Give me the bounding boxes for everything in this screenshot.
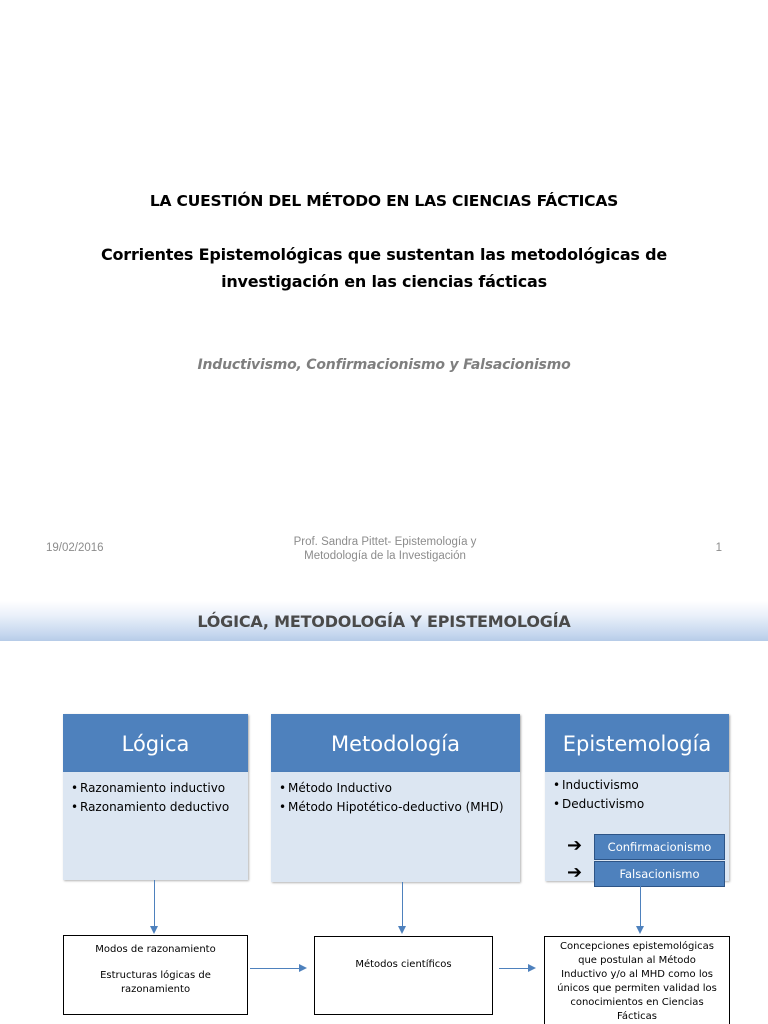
column-heading-logica: Lógica <box>63 714 248 772</box>
right-arrow-icon <box>528 964 536 972</box>
slide-subtitle-line-2: investigación en las ciencias fácticas <box>221 272 547 291</box>
footer-date: 19/02/2016 <box>46 542 104 554</box>
column-heading-metodologia: Metodología <box>271 714 520 772</box>
down-arrow-icon <box>398 926 406 934</box>
down-connector-line <box>640 881 641 928</box>
bullet-item: • Inductivismo <box>553 778 639 792</box>
right-connector-line <box>250 968 300 969</box>
column-body-logica <box>63 772 248 880</box>
slide-2 <box>0 576 768 1024</box>
column-heading-epistemologia: Epistemología <box>545 714 729 772</box>
down-arrow-icon <box>636 926 644 934</box>
sub-box-falsacionismo: Falsacionismo <box>594 861 725 887</box>
footer-author <box>240 535 530 563</box>
bullet-item: • Razonamiento deductivo <box>71 800 230 814</box>
footer-page-number: 1 <box>715 542 722 554</box>
bullet-item: • Deductivismo <box>553 797 645 811</box>
right-arrow-icon <box>299 964 307 972</box>
banner-title: LÓGICA, METODOLOGÍA Y EPISTEMOLOGÍA <box>197 612 571 631</box>
down-connector-line <box>154 880 155 928</box>
box-modos-razonamiento: Modos de razonamiento Estructuras lógicas de razonamiento <box>63 935 248 1015</box>
footer-author-line-2: Metodología de la Investigación <box>304 550 466 562</box>
slide-subtitle-line-1: Corrientes Epistemológicas que sustentan las metodológicas de <box>100 245 668 264</box>
sub-item-confirmacionismo <box>567 834 727 860</box>
bullet-item: • Método Inductivo <box>279 781 393 795</box>
box-concepciones-epistemologicas: Concepciones epistemológicas que postulan al Método Inductivo y/o al MHD como los únicos que permiten validad los conocimientos en Ciencias Fácticas <box>544 936 730 1024</box>
bullet-item: • Método Hipotético-deductivo (MHD) <box>279 800 504 814</box>
box-metodos-cientificos: Métodos científicos <box>314 936 493 1015</box>
right-arrow-icon: ➔ <box>567 862 583 883</box>
down-connector-line <box>402 882 403 928</box>
sub-box-confirmacionismo: Confirmacionismo <box>594 834 725 860</box>
bullet-item: • Razonamiento inductivo <box>71 781 226 795</box>
sub-item-falsacionismo <box>567 861 727 887</box>
right-arrow-icon: ➔ <box>567 835 583 856</box>
slide-title: LA CUESTIÓN DEL MÉTODO EN LAS CIENCIAS FÁCTICAS <box>149 192 619 210</box>
column-body-epistemologia <box>545 772 729 881</box>
down-arrow-icon <box>150 926 158 934</box>
slide-subtitle <box>70 241 698 295</box>
column-body-metodologia <box>271 772 520 882</box>
footer-author-line-1: Prof. Sandra Pittet- Epistemología y <box>293 536 477 548</box>
right-connector-line <box>499 968 529 969</box>
slide-italic-subtitle: Inductivismo, Confirmacionismo y Falsacionismo <box>197 357 571 373</box>
